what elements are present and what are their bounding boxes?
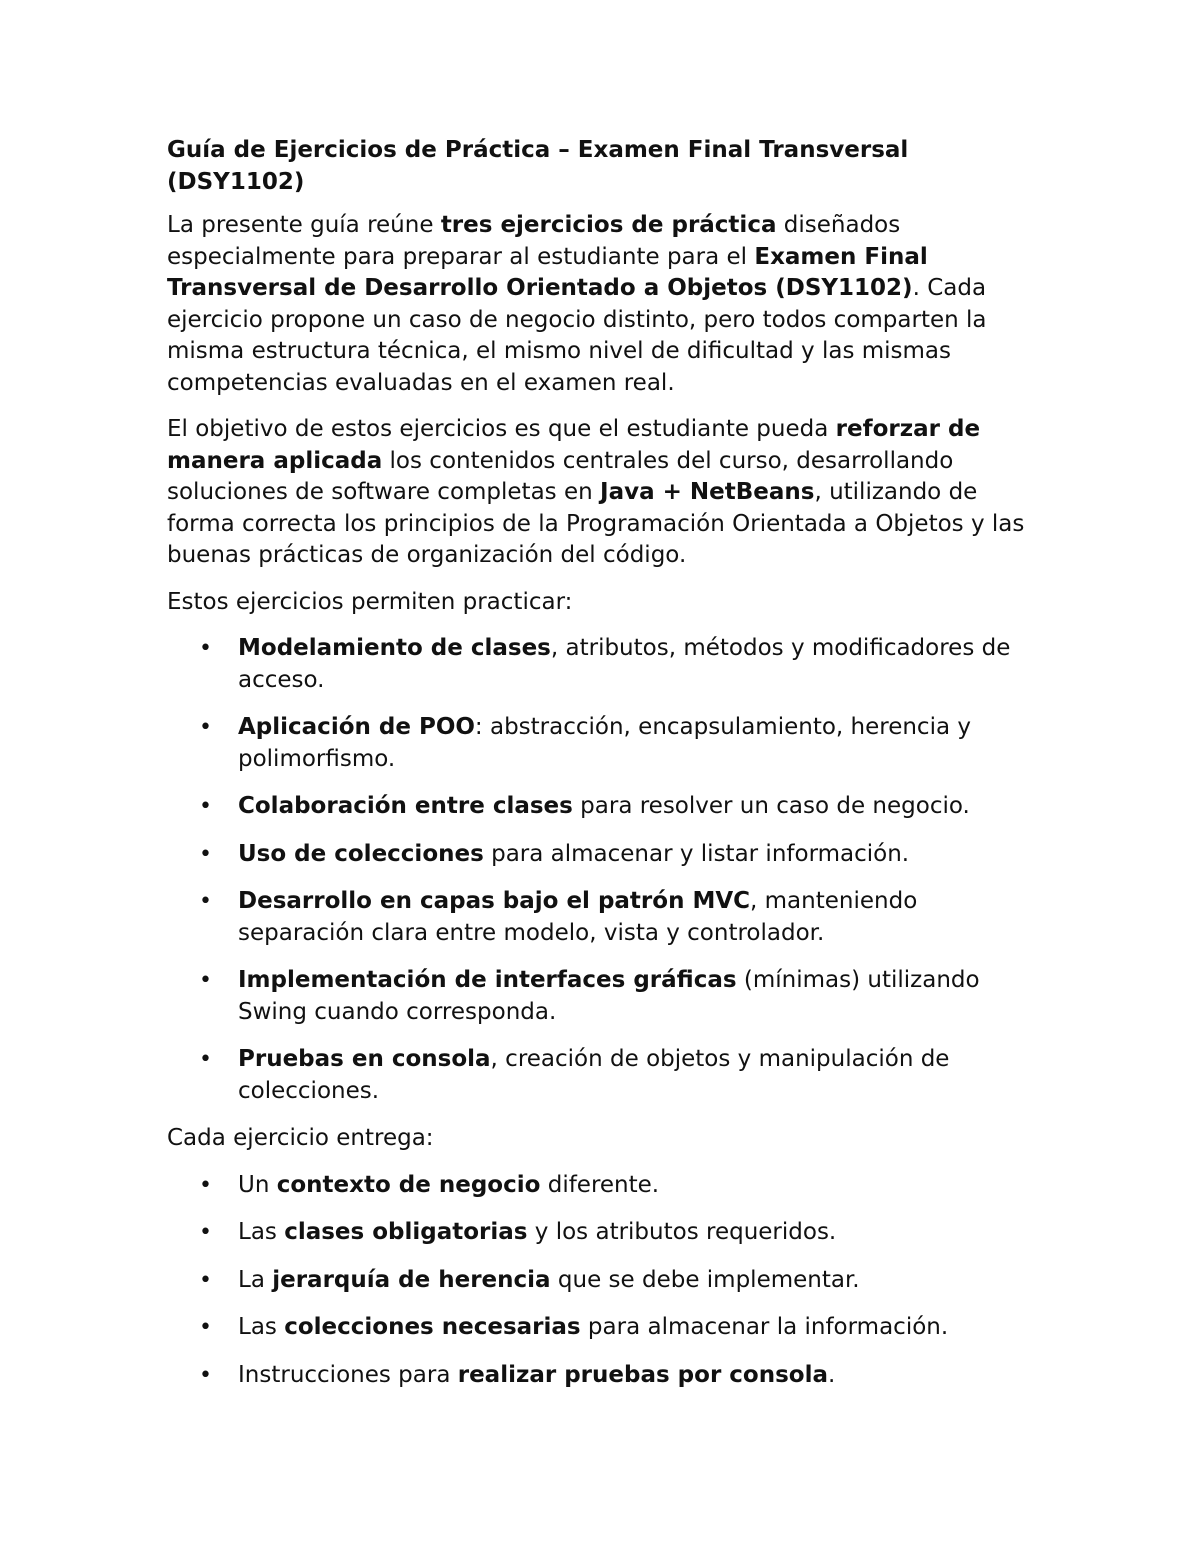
item-bold: jerarquía de herencia — [272, 1266, 551, 1293]
item-post: , creación de objetos y manipulación de colecciones. — [238, 1046, 950, 1104]
item-bold: Aplicación de POO — [238, 714, 475, 740]
item-bold: Implementación de interfaces gráficas — [238, 967, 737, 993]
bullet-icon: • — [199, 1315, 212, 1340]
list-item — [167, 1265, 1047, 1297]
intro-paragraph — [167, 210, 1047, 399]
item-bold: Colaboración entre clases — [238, 793, 573, 819]
bullet-icon: • — [199, 1267, 212, 1293]
item-bold: clases obligatorias — [284, 1219, 528, 1245]
item-bold: Uso de colecciones — [238, 840, 484, 867]
intro-bold-1: tres ejercicios de práctica — [440, 212, 777, 238]
bullet-icon: • — [199, 968, 212, 993]
list-item — [167, 791, 1047, 823]
list-item — [167, 1217, 1047, 1249]
item-bold: Modelamiento de clases — [238, 635, 551, 661]
list-item — [167, 886, 1047, 949]
item-bold: contexto de negocio — [276, 1171, 541, 1198]
list-item — [167, 633, 1047, 696]
bullet-icon: • — [199, 889, 212, 914]
item-post: , atributos, métodos y modificadores de acceso. — [238, 635, 1011, 693]
objective-text-2: los contenidos centrales del curso, desarrollando soluciones de software completas en — [167, 447, 954, 505]
bullet-icon: • — [199, 1172, 212, 1198]
item-post: y los atributos requeridos. — [527, 1219, 837, 1245]
item-post: que se debe implementar. — [550, 1266, 860, 1293]
item-post: para almacenar y listar información. — [483, 840, 910, 867]
objective-paragraph — [167, 414, 1047, 572]
list-item — [167, 965, 1047, 1028]
item-bold: realizar pruebas por consola — [457, 1361, 829, 1388]
intro-text-1: La presente guía reúne — [167, 212, 441, 238]
bullet-icon: • — [199, 715, 212, 740]
bullet-icon: • — [199, 794, 212, 819]
item-bold: colecciones necesarias — [284, 1314, 581, 1340]
intro-text-3: . Cada ejercicio propone un caso de negocio distinto, pero todos comparten la misma estructura técnica, el mismo nivel de dificultad y las mismas competencias evaluadas en el examen real. — [167, 275, 987, 396]
list-item — [167, 712, 1047, 775]
list-item — [167, 839, 1047, 871]
deliver-list — [167, 1170, 1047, 1392]
bullet-icon: • — [199, 1220, 212, 1245]
item-post: diferente. — [540, 1171, 660, 1198]
list-item — [167, 1044, 1047, 1107]
objective-text-3: , utilizando de forma correcta los principios de la Programación Orientada a Objetos y las buenas prácticas de organización del código. — [167, 479, 1025, 568]
intro-text-2: diseñados especialmente para preparar al estudiante para el — [167, 212, 901, 270]
item-pre: Las — [238, 1314, 285, 1340]
objective-bold-1: reforzar de manera aplicada — [167, 416, 981, 474]
practice-list — [167, 633, 1047, 1107]
item-post: . — [828, 1361, 836, 1388]
bullet-icon: • — [199, 1362, 212, 1388]
item-bold: Desarrollo en capas bajo el patrón MVC — [238, 888, 751, 914]
bullet-icon: • — [199, 636, 212, 661]
document-title: Guía de Ejercicios de Práctica – Examen Final Transversal (DSY1102) — [167, 137, 909, 195]
practice-heading: Estos ejercicios permiten practicar: — [167, 588, 573, 615]
list-item — [167, 1360, 1047, 1392]
item-bold: Pruebas en consola — [238, 1046, 491, 1072]
item-pre: Las — [238, 1219, 285, 1245]
deliver-heading: Cada ejercicio entrega: — [167, 1125, 434, 1151]
item-post: para almacenar la información. — [580, 1314, 949, 1340]
intro-bold-2: Examen Final Transversal de Desarrollo Orientado a Objetos (DSY1102) — [167, 243, 928, 301]
bullet-icon: • — [199, 841, 212, 867]
objective-bold-2: Java + NetBeans — [600, 479, 815, 505]
document-body — [167, 135, 1047, 1407]
item-post: : abstracción, encapsulamiento, herencia y polimorfismo. — [238, 714, 971, 772]
item-post: (mínimas) utilizando Swing cuando corresponda. — [238, 967, 980, 1025]
item-pre: Instrucciones para — [238, 1361, 458, 1388]
item-post: , manteniendo separación clara entre modelo, vista y controlador. — [238, 888, 918, 946]
bullet-icon: • — [199, 1047, 212, 1072]
item-pre: La — [238, 1266, 273, 1293]
item-pre: Un — [238, 1171, 277, 1198]
list-item — [167, 1312, 1047, 1344]
list-item — [167, 1170, 1047, 1202]
objective-text-1: El objetivo de estos ejercicios es que el estudiante pueda — [167, 416, 836, 442]
item-post: para resolver un caso de negocio. — [572, 793, 970, 819]
